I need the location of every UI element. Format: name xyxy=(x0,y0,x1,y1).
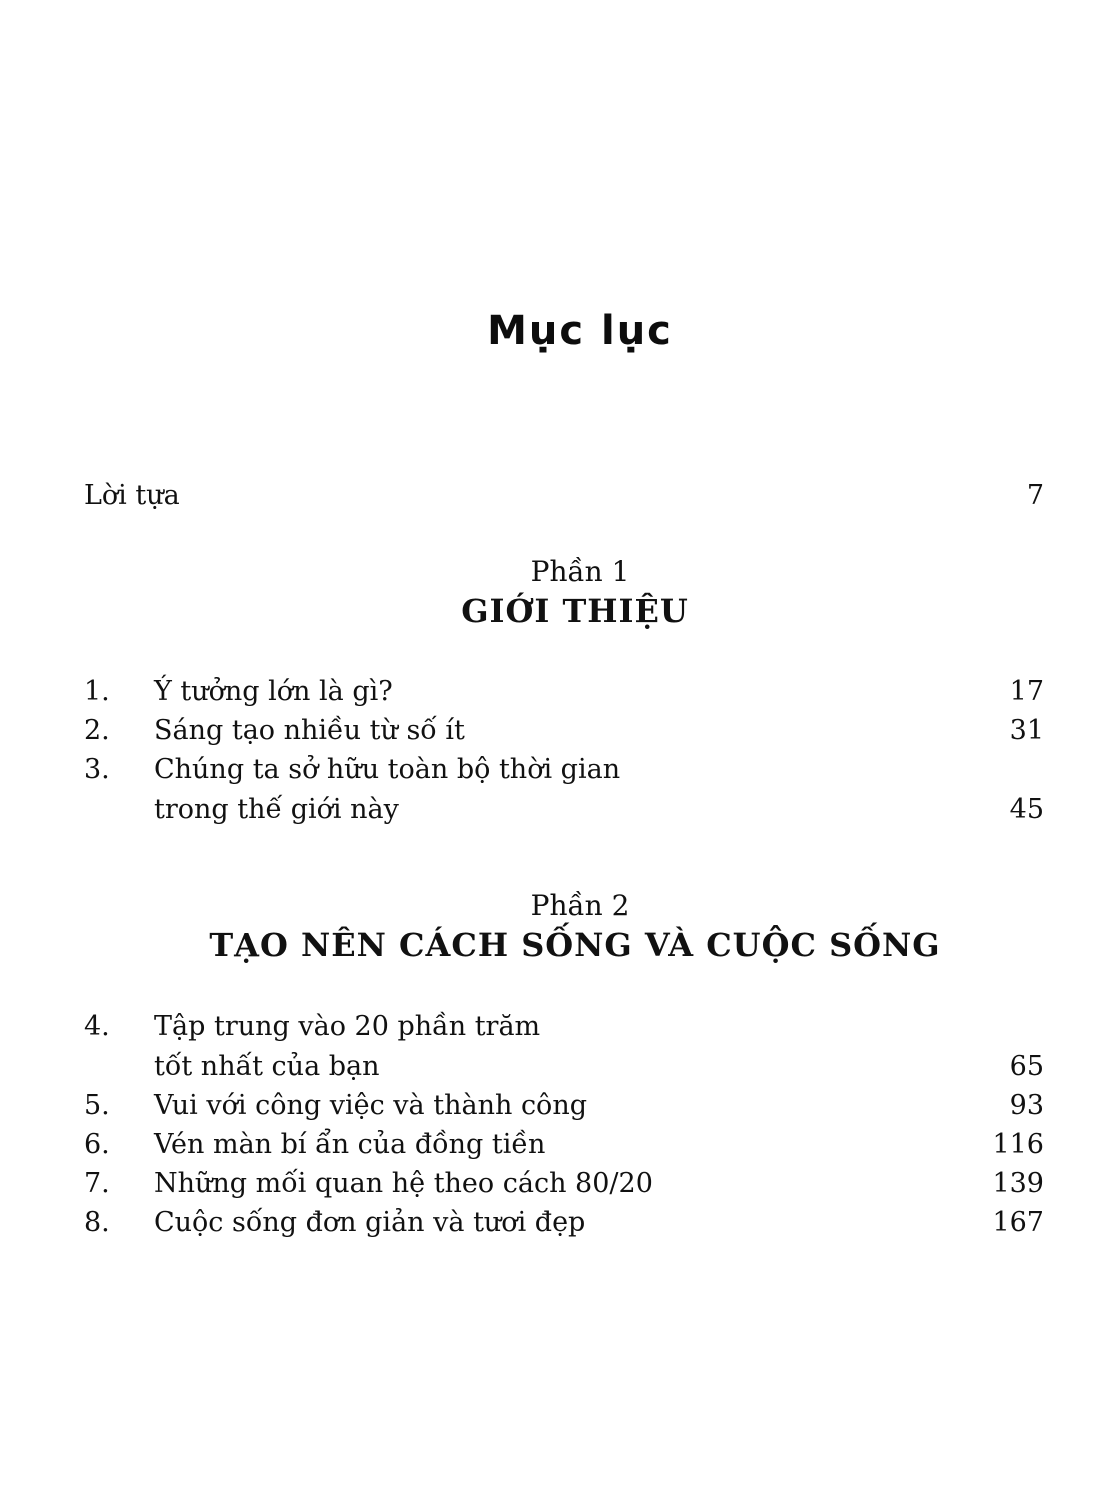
page-title: Mục lục xyxy=(487,308,673,354)
toc-entry-number: 3. xyxy=(84,754,110,785)
toc-entry-label: Vén màn bí ẩn của đồng tiền xyxy=(154,1129,546,1160)
toc-entry-page: 116 xyxy=(992,1129,1044,1160)
part-title: GIỚI THIỆU xyxy=(461,592,689,630)
toc-entry-label-line2: tốt nhất của bạn xyxy=(154,1051,380,1082)
toc-entry-page: 65 xyxy=(1009,1051,1044,1082)
toc-entry xyxy=(84,1009,1044,1045)
toc-entry xyxy=(84,713,1044,749)
toc-entry-number: 5. xyxy=(84,1090,110,1121)
toc-entry-label-line2: trong thế giới này xyxy=(154,794,399,825)
toc-entry-preface xyxy=(84,478,1044,514)
toc-entry xyxy=(84,1166,1044,1202)
toc-entry-label: Những mối quan hệ theo cách 80/20 xyxy=(154,1168,653,1199)
toc-entry-label: Chúng ta sở hữu toàn bộ thời gian xyxy=(154,754,621,785)
toc-entry-number: 6. xyxy=(84,1129,110,1160)
toc-entry-number: 8. xyxy=(84,1207,110,1238)
toc-entry xyxy=(84,1088,1044,1124)
toc-entry-continuation xyxy=(84,1049,1044,1085)
toc-entry-page: 17 xyxy=(1009,676,1044,707)
toc-entry-label: Ý tưởng lớn là gì? xyxy=(154,676,393,707)
toc-entry-label: Lời tựa xyxy=(84,480,180,511)
toc-entry-number: 2. xyxy=(84,715,110,746)
toc-entry xyxy=(84,1127,1044,1163)
toc-entry-page: 45 xyxy=(1009,794,1044,825)
toc-entry-page: 139 xyxy=(992,1168,1044,1199)
toc-entry-continuation xyxy=(84,792,1044,828)
part-label: Phần 2 xyxy=(530,889,630,922)
toc-entry-number: 1. xyxy=(84,676,110,707)
toc-entry-page: 167 xyxy=(992,1207,1044,1238)
toc-entry-number: 4. xyxy=(84,1011,110,1042)
toc-entry xyxy=(84,752,1044,788)
toc-entry-page: 93 xyxy=(1009,1090,1044,1121)
part-label: Phần 1 xyxy=(530,555,630,588)
toc-entry xyxy=(84,1205,1044,1241)
toc-entry-number: 7. xyxy=(84,1168,110,1199)
toc-entry-page: 31 xyxy=(1009,715,1044,746)
toc-entry-page: 7 xyxy=(1026,480,1044,511)
toc-entry-label: Sáng tạo nhiều từ số ít xyxy=(154,715,465,746)
toc-entry-label: Cuộc sống đơn giản và tươi đẹp xyxy=(154,1207,586,1238)
toc-entry-label: Vui với công việc và thành công xyxy=(154,1090,587,1121)
toc-entry xyxy=(84,674,1044,710)
toc-entry-label: Tập trung vào 20 phần trăm xyxy=(154,1011,541,1042)
part-title: TẠO NÊN CÁCH SỐNG VÀ CUỘC SỐNG xyxy=(209,926,941,964)
